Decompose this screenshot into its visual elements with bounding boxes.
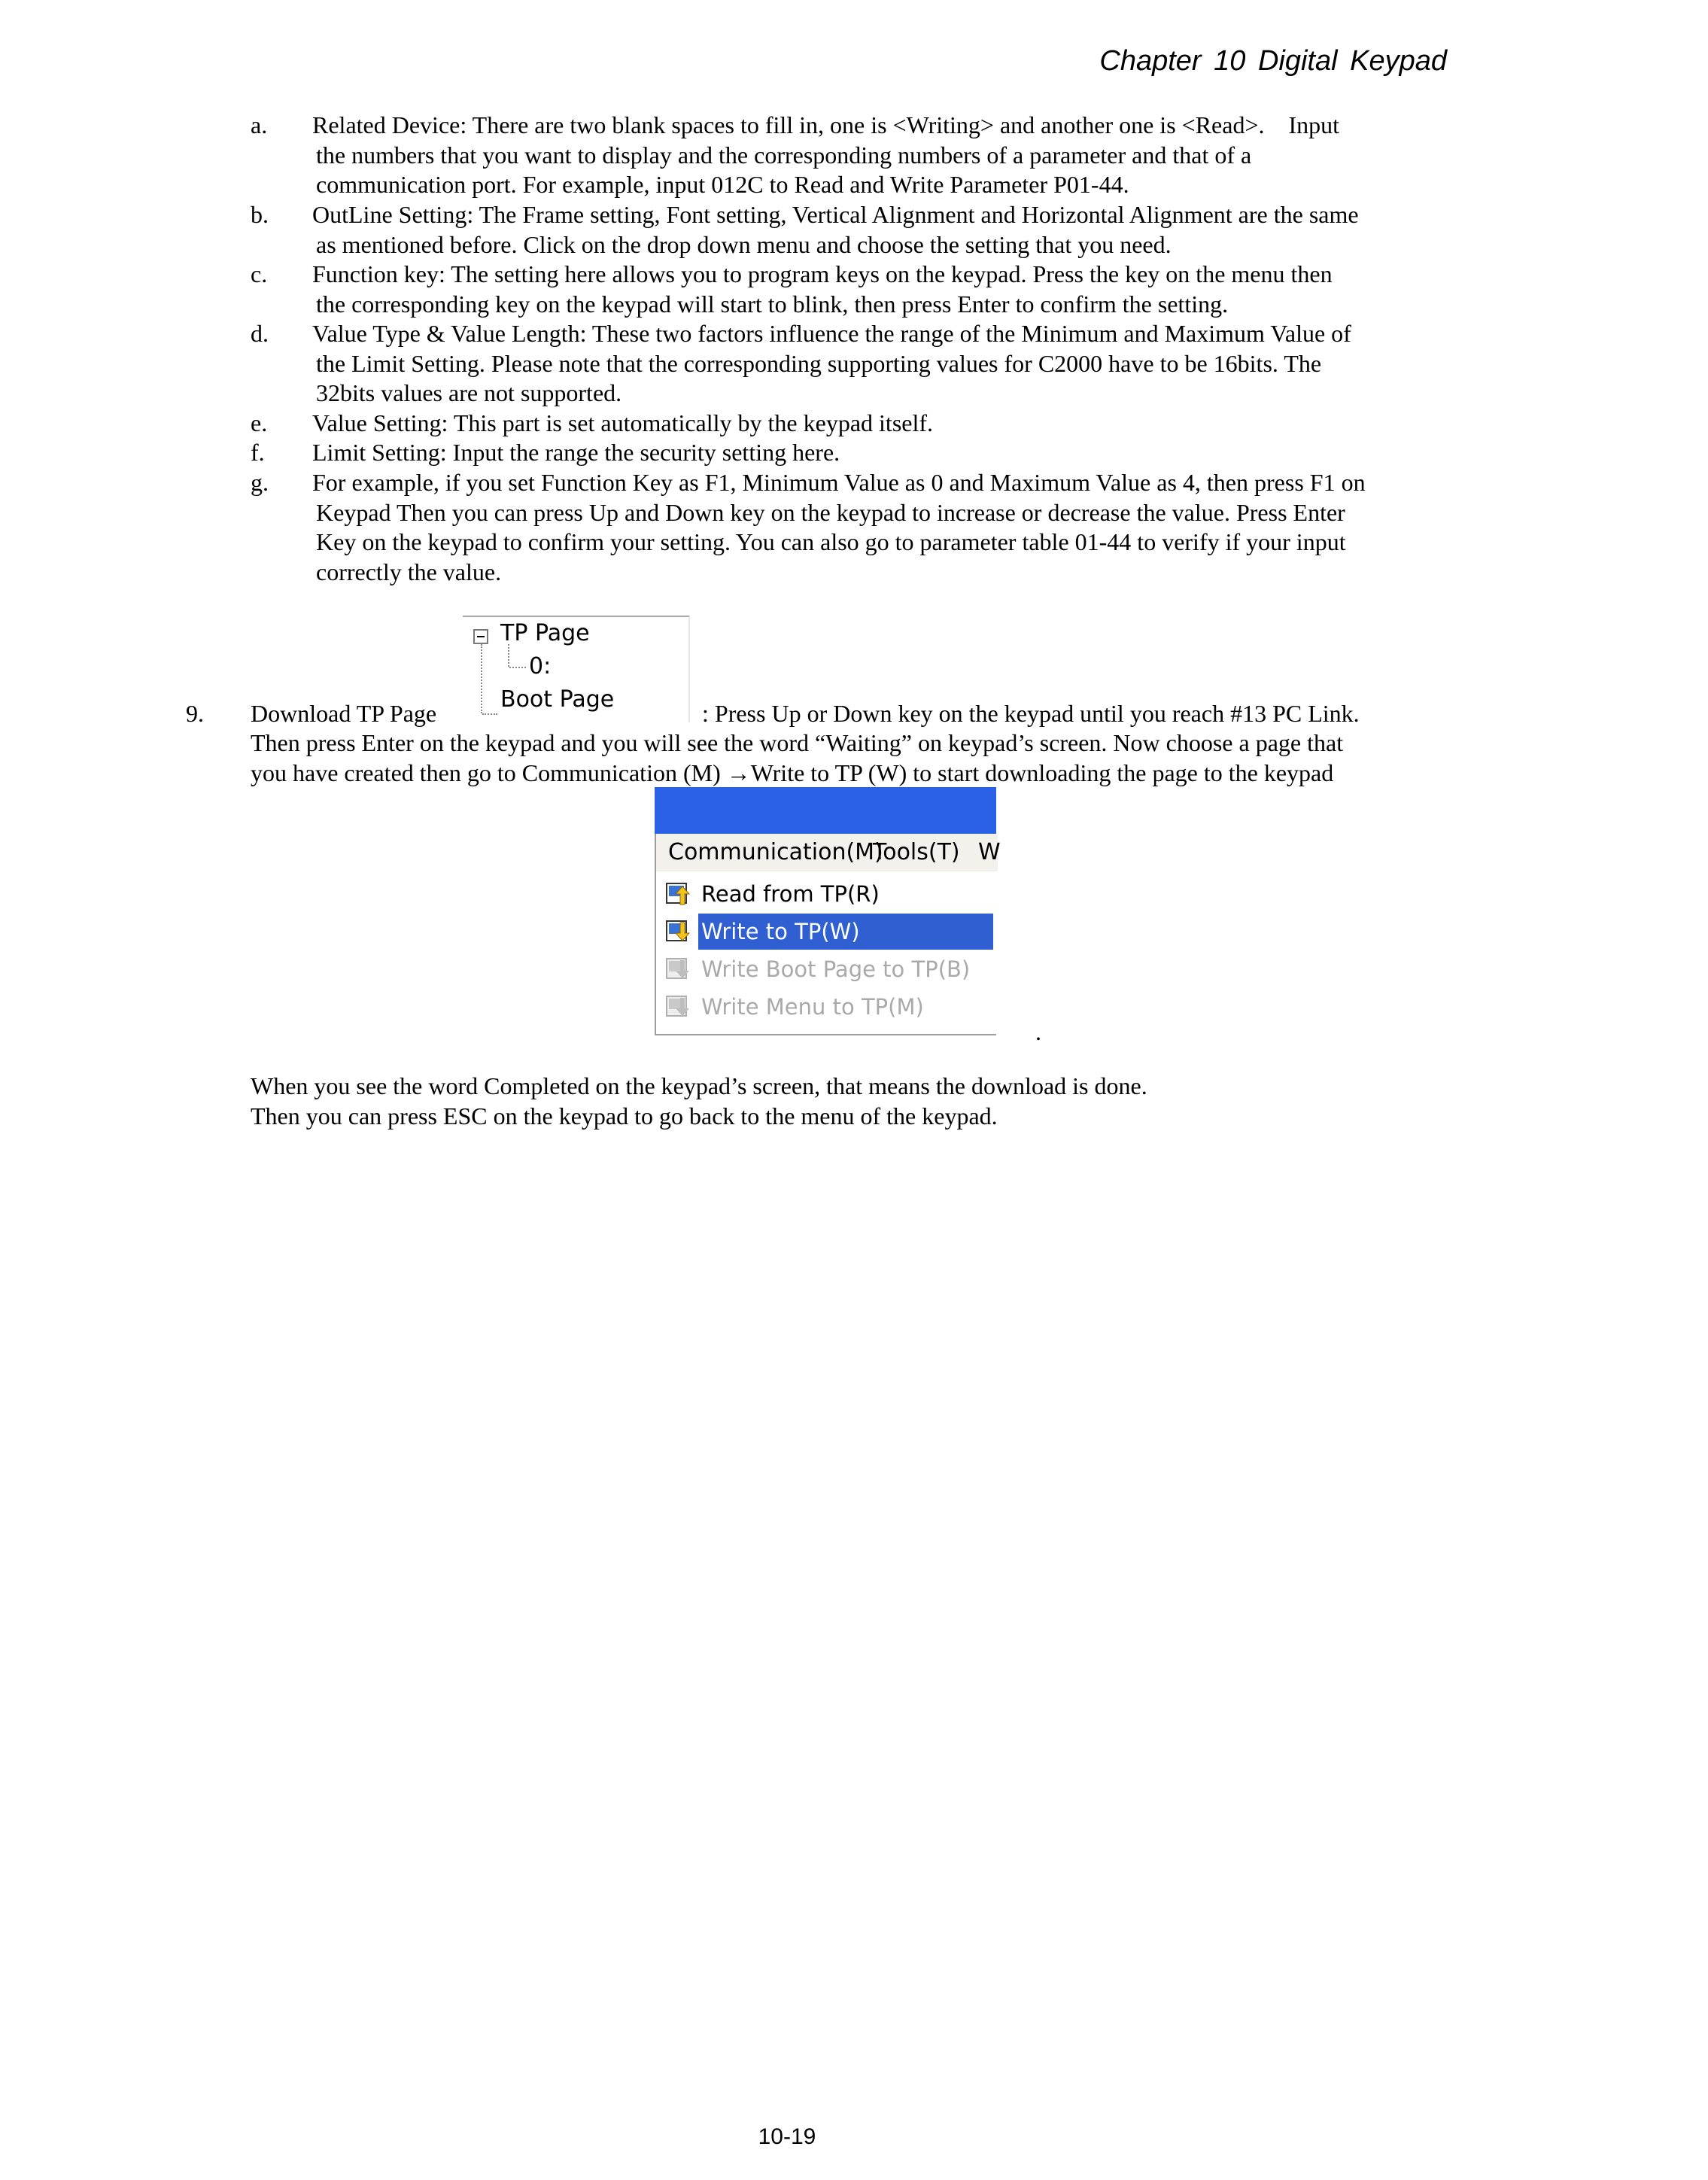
item-label: f. (251, 439, 265, 466)
item-text: the numbers that you want to display and the corresponding numbers of a parameter and that of a (316, 141, 1252, 169)
menu-item-label: Write Boot Page to TP(B) (701, 956, 971, 982)
tp-page-tree (463, 616, 690, 722)
closing-text: When you see the word Completed on the keypad’s screen, that means the download is done. (251, 1072, 1147, 1099)
tree-node-tp-page[interactable]: TP Page (500, 620, 590, 646)
tree-connector (508, 644, 509, 667)
menu-item-write-menu (659, 989, 993, 1025)
item-text: Function key: The setting here allows you to program keys on the keypad. Press the key on the menu then (312, 260, 1333, 287)
tree-connector (509, 667, 526, 668)
window-titlebar (655, 787, 996, 834)
page-number: 10-19 (758, 2124, 816, 2149)
step-text: Then press Enter on the keypad and you will see the word “Waiting” on keypad’s screen. Now choose a page that (251, 729, 1344, 756)
item-text: communication port. For example, input 012C to Read and Write Parameter P01-44. (316, 171, 1129, 198)
item-text: correctly the value. (316, 558, 502, 585)
tree-connector (482, 713, 497, 715)
item-text: Limit Setting: Input the range the security setting here. (312, 439, 840, 466)
tree-connector (481, 644, 482, 713)
step-number: 9. (186, 700, 204, 727)
trailing-dot: . (1035, 1018, 1041, 1045)
step-lead: Download TP Page (251, 700, 437, 727)
write-boot-icon (665, 957, 689, 981)
item-label: a. (251, 111, 268, 138)
read-icon (665, 882, 689, 906)
item-label: c. (251, 260, 268, 287)
menu-tools[interactable]: Tools(T) (873, 839, 960, 865)
item-text: OutLine Setting: The Frame setting, Font setting, Vertical Alignment and Horizontal Alignment are the same (312, 201, 1359, 228)
menu-item-write-boot-page (659, 951, 993, 987)
item-text: Key on the keypad to confirm your setting. You can also go to parameter table 01-44 to verify if your input (316, 528, 1346, 555)
dropdown-menu (655, 871, 996, 1035)
item-text: 32bits values are not supported. (316, 379, 622, 406)
item-label: d. (251, 320, 269, 347)
item-label: e. (251, 409, 268, 436)
menu-item-label: Write to TP(W) (701, 919, 860, 944)
menu-item-read-from-tp[interactable] (659, 876, 993, 912)
menu-item-label: Write Menu to TP(M) (701, 994, 924, 1020)
tree-node-0[interactable]: 0: (529, 653, 552, 680)
communication-menu-screenshot (655, 787, 1001, 1035)
write-menu-icon (665, 995, 689, 1019)
menu-item-write-to-tp[interactable] (659, 914, 993, 950)
item-text: the corresponding key on the keypad will start to blink, then press Enter to confirm the setting. (316, 290, 1229, 318)
closing-text: Then you can press ESC on the keypad to go back to the menu of the keypad. (251, 1102, 998, 1130)
step-text: you have created then go to Communication (M) →Write to TP (W) to start downloading the page to the keypad (251, 759, 1334, 786)
item-text: the Limit Setting. Please note that the corresponding supporting values for C2000 have to be 16bits. The (316, 349, 1322, 377)
item-text: as mentioned before. Click on the drop down menu and choose the setting that you need. (316, 230, 1172, 258)
menu-communication[interactable]: Communication(M) (668, 839, 883, 865)
menu-item-label: Read from TP(R) (701, 881, 880, 907)
menu-w[interactable]: W (978, 839, 1001, 865)
collapse-icon[interactable] (473, 629, 488, 644)
item-label: b. (251, 201, 269, 228)
tree-node-boot-page[interactable]: Boot Page (500, 686, 615, 713)
chapter-header: Chapter 10 Digital Keypad (1099, 45, 1447, 77)
item-text: Value Type & Value Length: These two factors influence the range of the Minimum and Maximum Value of (312, 320, 1351, 347)
item-label: g. (251, 469, 269, 496)
item-text: Related Device: There are two blank spaces to fill in, one is <Writing> and another one is <Read>. Input (312, 111, 1340, 138)
item-text: For example, if you set Function Key as F1, Minimum Value as 0 and Maximum Value as 4, then press F1 on (312, 469, 1366, 496)
step-text: : Press Up or Down key on the keypad until you reach #13 PC Link. (702, 700, 1360, 727)
item-text: Keypad Then you can press Up and Down key on the keypad to increase or decrease the value. Press Enter (316, 498, 1345, 526)
item-text: Value Setting: This part is set automatically by the keypad itself. (312, 409, 934, 436)
write-icon (665, 920, 689, 944)
menu-bar (655, 834, 1001, 871)
